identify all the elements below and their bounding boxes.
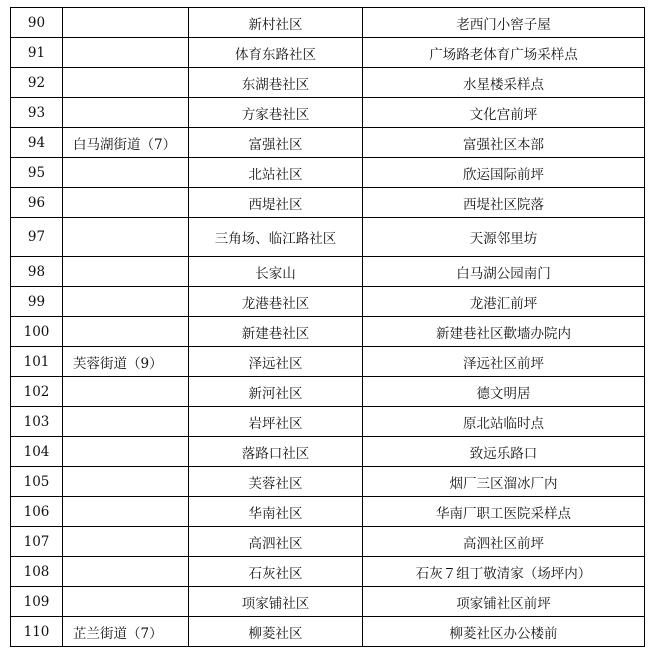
table-body bbox=[11, 8, 645, 647]
table-row bbox=[11, 437, 645, 467]
sampling-site: 原北站临时点 bbox=[363, 407, 645, 437]
street-name bbox=[63, 317, 189, 347]
row-number: 104 bbox=[11, 437, 63, 467]
street-name: 芷兰街道（7） bbox=[63, 617, 189, 647]
sampling-site: 文化宫前坪 bbox=[363, 98, 645, 128]
community-name: 泽远社区 bbox=[189, 347, 363, 377]
street-name bbox=[63, 98, 189, 128]
row-number: 100 bbox=[11, 317, 63, 347]
row-number: 96 bbox=[11, 188, 63, 218]
row-number: 107 bbox=[11, 527, 63, 557]
table-row bbox=[11, 527, 645, 557]
row-number: 109 bbox=[11, 587, 63, 617]
street-name bbox=[63, 218, 189, 257]
sampling-site: 新建巷社区歡墻办院内 bbox=[363, 317, 645, 347]
table-row bbox=[11, 218, 645, 257]
table-row bbox=[11, 68, 645, 98]
community-name: 高泗社区 bbox=[189, 527, 363, 557]
sampling-site: 西堤社区院落 bbox=[363, 188, 645, 218]
table-row bbox=[11, 38, 645, 68]
table-row bbox=[11, 98, 645, 128]
sampling-site: 龙港汇前坪 bbox=[363, 287, 645, 317]
sampling-site: 欣运国际前坪 bbox=[363, 158, 645, 188]
community-name: 落路口社区 bbox=[189, 437, 363, 467]
community-name: 芙蓉社区 bbox=[189, 467, 363, 497]
community-name: 西堤社区 bbox=[189, 188, 363, 218]
table-row bbox=[11, 497, 645, 527]
community-name: 三角场、临江路社区 bbox=[189, 218, 363, 257]
row-number: 91 bbox=[11, 38, 63, 68]
row-number: 94 bbox=[11, 128, 63, 158]
street-name bbox=[63, 377, 189, 407]
row-number: 102 bbox=[11, 377, 63, 407]
table-row bbox=[11, 128, 645, 158]
table-row bbox=[11, 158, 645, 188]
sampling-site: 富强社区本部 bbox=[363, 128, 645, 158]
street-name bbox=[63, 287, 189, 317]
sampling-site: 致远乐路口 bbox=[363, 437, 645, 467]
community-name: 新河社区 bbox=[189, 377, 363, 407]
table-row bbox=[11, 8, 645, 38]
community-name: 富强社区 bbox=[189, 128, 363, 158]
table-row bbox=[11, 467, 645, 497]
sampling-site: 烟厂三区溜冰厂内 bbox=[363, 467, 645, 497]
sampling-site-table bbox=[10, 7, 645, 647]
community-name: 华南社区 bbox=[189, 497, 363, 527]
sampling-site: 德文明居 bbox=[363, 377, 645, 407]
community-name: 长家山 bbox=[189, 257, 363, 287]
sampling-site: 高泗社区前坪 bbox=[363, 527, 645, 557]
street-name bbox=[63, 557, 189, 587]
table-row bbox=[11, 377, 645, 407]
sampling-site: 水星楼采样点 bbox=[363, 68, 645, 98]
community-name: 体育东路社区 bbox=[189, 38, 363, 68]
row-number: 110 bbox=[11, 617, 63, 647]
community-name: 项家铺社区 bbox=[189, 587, 363, 617]
street-name bbox=[63, 587, 189, 617]
street-name bbox=[63, 437, 189, 467]
table-row bbox=[11, 617, 645, 647]
community-name: 石灰社区 bbox=[189, 557, 363, 587]
street-name bbox=[63, 467, 189, 497]
row-number: 90 bbox=[11, 8, 63, 38]
table-row bbox=[11, 287, 645, 317]
row-number: 103 bbox=[11, 407, 63, 437]
table-row bbox=[11, 587, 645, 617]
row-number: 98 bbox=[11, 257, 63, 287]
street-name bbox=[63, 38, 189, 68]
row-number: 95 bbox=[11, 158, 63, 188]
table-row bbox=[11, 407, 645, 437]
sampling-site: 项家铺社区前坪 bbox=[363, 587, 645, 617]
street-name bbox=[63, 497, 189, 527]
row-number: 97 bbox=[11, 218, 63, 257]
street-name bbox=[63, 8, 189, 38]
community-name: 新建巷社区 bbox=[189, 317, 363, 347]
street-name bbox=[63, 407, 189, 437]
street-name bbox=[63, 68, 189, 98]
street-name bbox=[63, 527, 189, 557]
row-number: 101 bbox=[11, 347, 63, 377]
table-row bbox=[11, 347, 645, 377]
sampling-site: 白马湖公园南门 bbox=[363, 257, 645, 287]
community-name: 岩坪社区 bbox=[189, 407, 363, 437]
table-row bbox=[11, 257, 645, 287]
sampling-site: 老西门小窖子屋 bbox=[363, 8, 645, 38]
row-number: 93 bbox=[11, 98, 63, 128]
street-name: 芙蓉街道（9） bbox=[63, 347, 189, 377]
community-name: 方家巷社区 bbox=[189, 98, 363, 128]
street-name bbox=[63, 188, 189, 218]
sampling-site: 华南厂职工医院采样点 bbox=[363, 497, 645, 527]
sampling-site: 柳菱社区办公楼前 bbox=[363, 617, 645, 647]
row-number: 108 bbox=[11, 557, 63, 587]
sampling-site: 天源邻里坊 bbox=[363, 218, 645, 257]
community-name: 东湖巷社区 bbox=[189, 68, 363, 98]
table-row bbox=[11, 317, 645, 347]
row-number: 92 bbox=[11, 68, 63, 98]
community-name: 北站社区 bbox=[189, 158, 363, 188]
row-number: 99 bbox=[11, 287, 63, 317]
street-name bbox=[63, 257, 189, 287]
street-name bbox=[63, 158, 189, 188]
sampling-site: 泽远社区前坪 bbox=[363, 347, 645, 377]
sampling-site: 广场路老体育广场采样点 bbox=[363, 38, 645, 68]
row-number: 105 bbox=[11, 467, 63, 497]
street-name: 白马湖街道（7） bbox=[63, 128, 189, 158]
row-number: 106 bbox=[11, 497, 63, 527]
community-name: 新村社区 bbox=[189, 8, 363, 38]
community-name: 柳菱社区 bbox=[189, 617, 363, 647]
table-row bbox=[11, 557, 645, 587]
community-name: 龙港巷社区 bbox=[189, 287, 363, 317]
sampling-site: 石灰７组丁敬清家（场坪内） bbox=[363, 557, 645, 587]
table-row bbox=[11, 188, 645, 218]
